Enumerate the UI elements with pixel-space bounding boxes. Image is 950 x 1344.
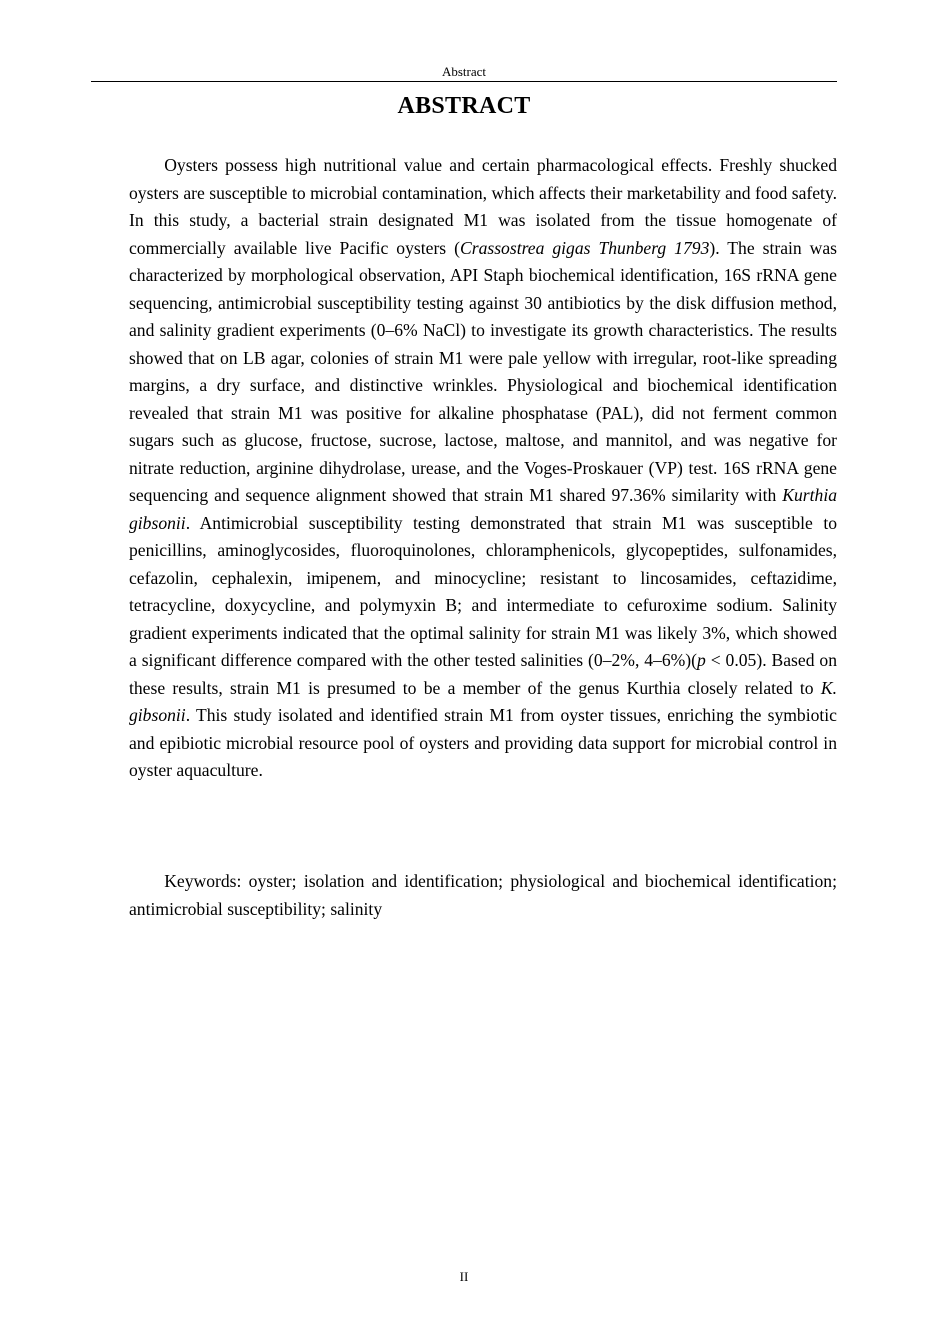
species-name-k-gibsonii: K. gibsonii: [129, 677, 837, 725]
abstract-text-1: Oysters possess high nutritional value and certain pharmacological effects. Freshly shucked oysters are susceptible to microbial contamination, which affects their marketability and food safety. In this study, a bacterial strain designated M1 was isolated from the tissue homogenate of commercially available live Pacific oysters (: [129, 155, 837, 258]
keywords-paragraph: Keywords: oyster; isolation and identification; physiological and biochemical identification; antimicrobial susceptibility; salinity: [129, 871, 837, 919]
p-value-symbol: p: [697, 650, 706, 670]
species-name-kurthia: Kurthia gibsonii: [129, 485, 837, 533]
species-name-crassostrea: Crassostrea gigas Thunberg 1793: [459, 237, 710, 258]
page-number: II: [459, 1269, 469, 1284]
abstract-paragraph: [129, 152, 837, 785]
abstract-text-5: . This study isolated and identified strain M1 from oyster tissues, enriching the symbiotic and epibiotic microbial resource pool of oysters and providing data support for microbial control in oyster aquaculture.: [129, 705, 837, 780]
abstract-text-4: < 0.05). Based on these results, strain M1 is presumed to be a member of the genus Kurthia closely related to: [129, 650, 837, 698]
abstract-text-2: ). The strain was characterized by morphological observation, API Staph biochemical identification, 16S rRNA gene sequencing, antimicrobial susceptibility testing against 30 antibiotics by the disk diffusion method, and salinity gradient experiments (0–6% NaCl) to investigate its growth characteristics. The results showed that on LB agar, colonies of strain M1 were pale yellow with irregular, root-like spreading margins, a dry surface, and distinctive wrinkles. Physiological and biochemical identification revealed that strain M1 was positive for alkaline phosphatase (PAL), did not ferment common sugars such as glucose, fructose, sucrose, lactose, maltose, and mannitol, and was negative for nitrate reduction, arginine dihydrolase, urease, and the Voges-Proskauer (VP) test. 16S rRNA gene sequencing and sequence alignment showed that strain M1 shared 97.36% similarity with: [129, 237, 838, 505]
page-title: ABSTRACT: [397, 93, 531, 119]
header-rule: [91, 81, 837, 82]
abstract-text-3: . Antimicrobial susceptibility testing demonstrated that strain M1 was susceptible to penicillins, aminoglycosides, fluoroquinolones, chloramphenicols, glycopeptides, sulfonamides, cefazolin, cephalexin, imipenem, and minocycline; resistant to lincosamides, ceftazidime, tetracycline, doxycycline, and polymyxin B; and intermediate to cefuroxime sodium. Salinity gradient experiments indicated that the optimal salinity for strain M1 was likely 3%, which showed a significant difference compared with the other tested salinities (0–2%, 4–6%)(: [129, 512, 837, 670]
running-header: Abstract: [441, 64, 487, 79]
